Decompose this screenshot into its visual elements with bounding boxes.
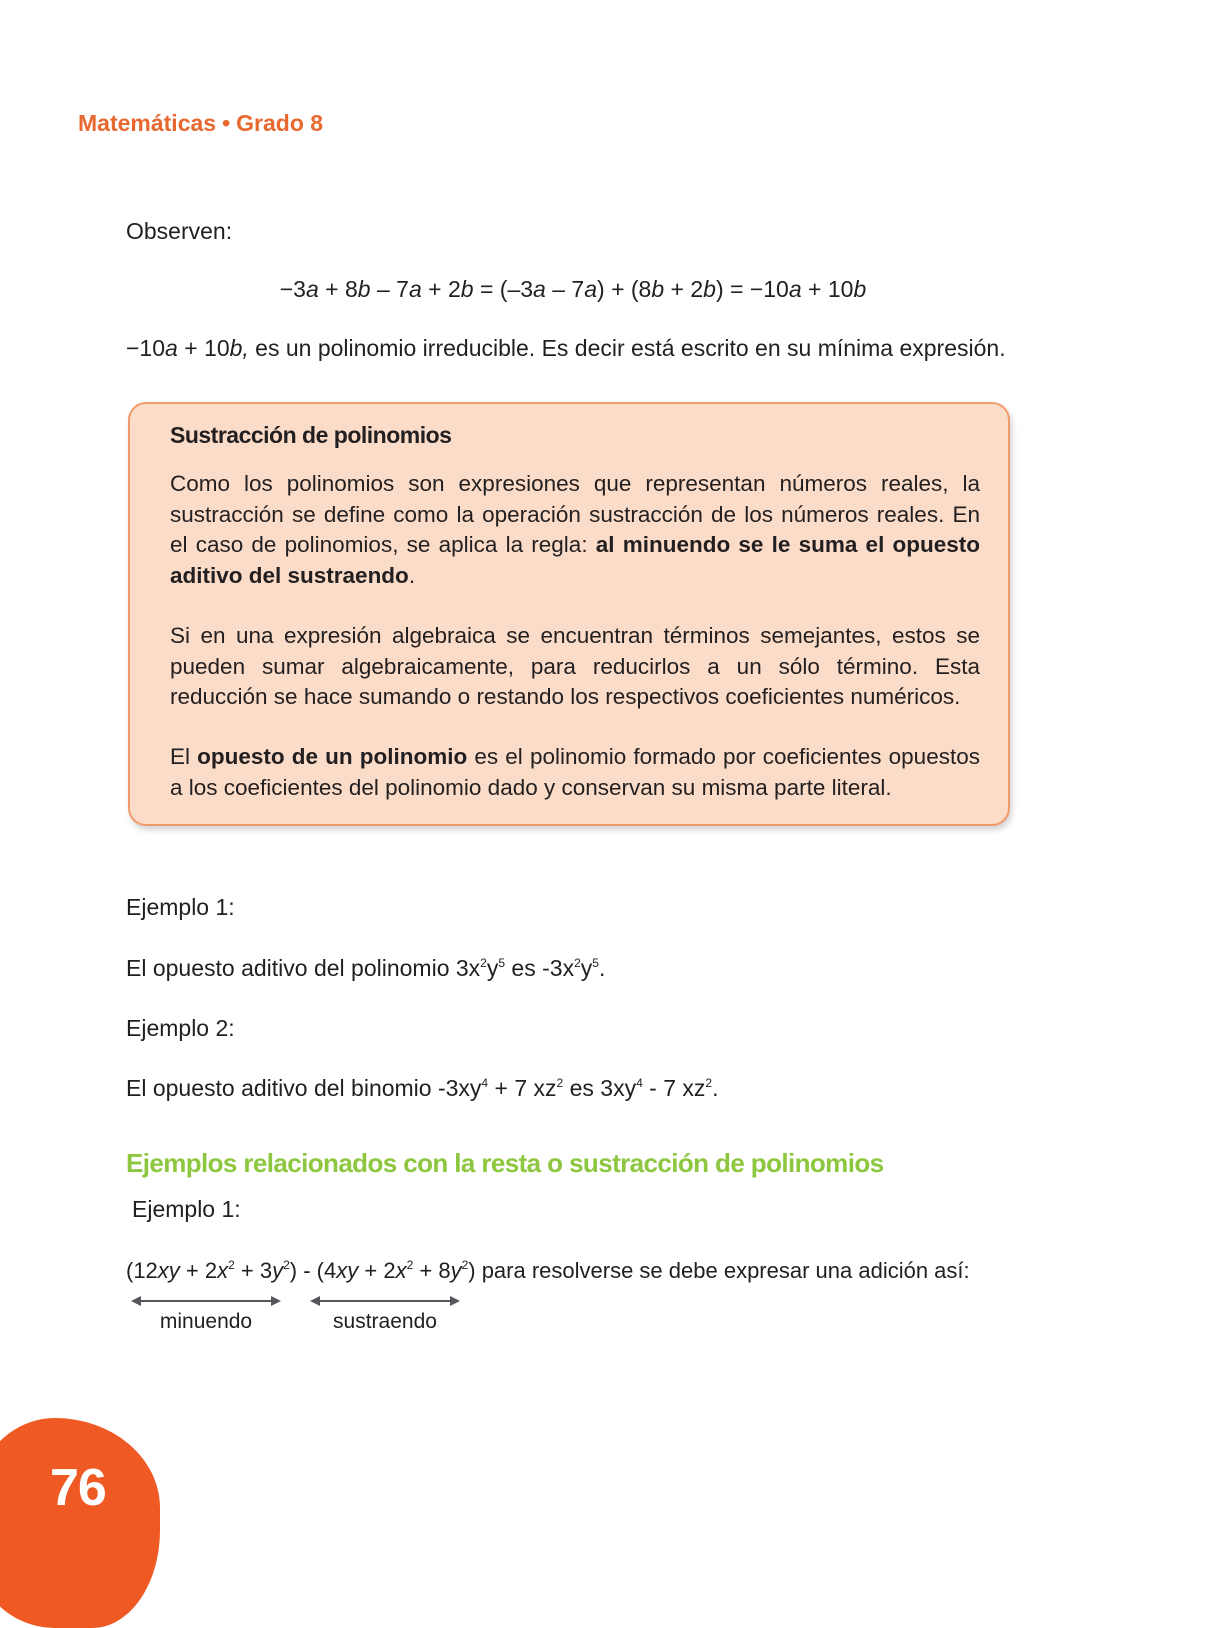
grade-label: Grado 8 bbox=[236, 110, 324, 136]
minuend-label: minuendo bbox=[159, 1310, 253, 1333]
subtrahend-label: sustraendo bbox=[333, 1310, 437, 1333]
page-number: 76 bbox=[50, 1459, 106, 1517]
example-2-text: El opuesto aditivo del binomio $-3xy^4 + 7$ $xz^2$ es $3xy^4 - 7$ $xz^2$. bbox=[126, 1075, 719, 1101]
box-paragraph-like-terms: Si en una expresión algebraica se encuentran términos semejantes, estos se pueden sumar algebraicamente, para reducirlos a un sólo término. Esta reducción se hace sumando o restando los respectivos coeficientes numéricos. bbox=[170, 623, 980, 709]
box-title: Sustracción de polinomios bbox=[170, 422, 452, 448]
arrow-shaft bbox=[318, 1300, 452, 1302]
box-paragraph-opposite: El opuesto de un polinomio es el polinomio formado por coeficientes opuestos a los coeficientes del polinomio dado y conservan su misma parte literal. bbox=[170, 744, 980, 800]
example-1-text: El opuesto aditivo del polinomio $3x^2y^5$ es $-3x^2y^5$. bbox=[126, 955, 606, 981]
example-1-label: Ejemplo 1: bbox=[126, 894, 235, 920]
running-header bbox=[78, 110, 323, 137]
subject-label: Matemáticas bbox=[78, 110, 217, 136]
subtrahend-arrow bbox=[310, 1295, 460, 1307]
definition-box bbox=[128, 402, 1010, 826]
arrow-right-head bbox=[450, 1296, 460, 1306]
section-title: Ejemplos relacionados con la resta o sustracción de polinomios bbox=[126, 1148, 884, 1178]
box-paragraph-rule: Como los polinomios son expresiones que representan números reales, la sustracción se define como la operación sustracción de los números reales. En el caso de polinomios, se aplica la regla: al minuendo se le suma el opuesto aditivo del sustraendo. bbox=[170, 471, 981, 588]
minuend-arrow bbox=[131, 1295, 281, 1307]
grouping-equation: −3a + 8b – 7a + 2b = (–3a – 7a) + (8b + 2b) = −10a + 10b bbox=[279, 276, 867, 302]
observe-label: Observen: bbox=[126, 218, 233, 244]
arrow-shaft bbox=[139, 1300, 273, 1302]
irreducible-statement: −10a + 10b, es un polinomio irreducible. Es decir está escrito en su mínima expresión. bbox=[126, 335, 1006, 361]
subtraction-expression: $(12xy + 2x^2 + 3y^2) - (4xy + 2x^2 + 8y^2)$ para resolverse se debe expresar una adición así: bbox=[126, 1258, 970, 1283]
page-number-badge bbox=[0, 1418, 160, 1628]
related-example-1-label: Ejemplo 1: bbox=[132, 1196, 241, 1222]
example-2-label: Ejemplo 2: bbox=[126, 1015, 235, 1041]
header-separator: • bbox=[222, 110, 231, 136]
arrow-right-head bbox=[271, 1296, 281, 1306]
